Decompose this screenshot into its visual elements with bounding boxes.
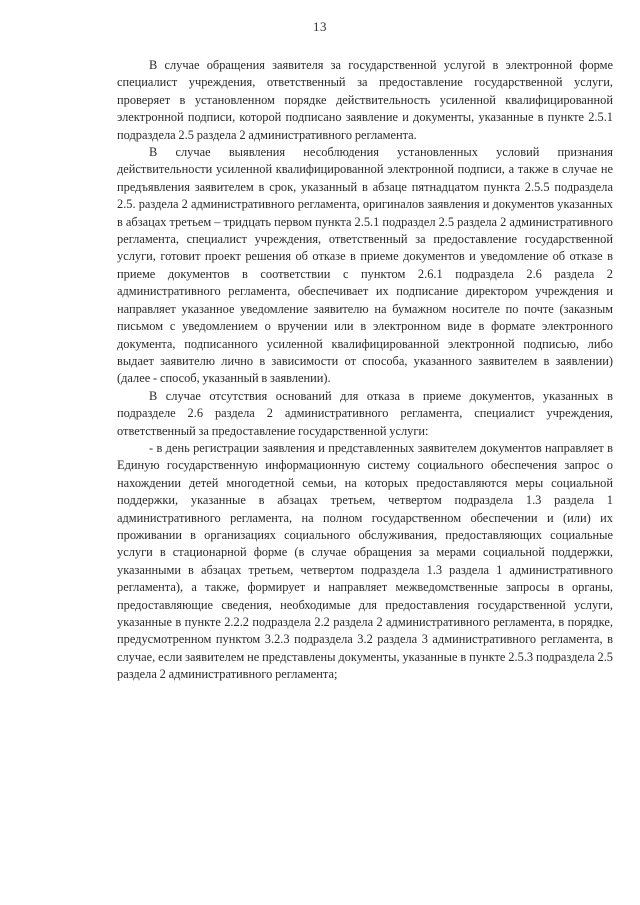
document-body	[117, 57, 613, 684]
page-number: 13	[313, 19, 327, 34]
paragraph-refusal-procedure: В случае выявления несоблюдения установленных условий признания действительности усиленной квалифицированной электронной подписи, а также в случае не предъявления заявителем в срок, указанный в абзаце пятнадцатом пункта 2.5.5 подраздела 2.5. раздела 2 административного регламента, оригиналов заявления и документов указанных в абзацах третьем – тридцать первом пункта 2.5.1 подраздел 2.5 раздела 2 административного регламента, специалист учреждения, ответственный за предоставление государственной услуги, готовит проект решения об отказе в приеме документов и уведомление об отказе в приеме документов в соответствии с пунктом 2.6.1 подраздела 2.6 раздела 2 административного регламента, обеспечивает их подписание директором учреждения и направляет указанное уведомление заявителю на бумажном носителе по почте (заказным письмом с уведомлением о вручении или в электронном виде в формате электронного документа, подписанного усиленной квалифицированной электронной подписью, либо выдает заявителю лично в зависимости от способа, указанного заявителем в заявлении) (далее - способ, указанный в заявлении).	[117, 145, 613, 386]
paragraph-signature-verification: В случае обращения заявителя за государственной услугой в электронной форме специалист учреждения, ответственный за предоставление государственной услуги, проверяет в установленном порядке действительность усиленной квалифицированной электронной подписи, которой подписано заявление и документы, указанные в пункте 2.5.1 подраздела 2.5 раздела 2 административного регламента.	[117, 58, 613, 142]
paragraph-interagency-requests: - в день регистрации заявления и представленных заявителем документов направляет в Единую государственную информационную систему социального обеспечения запрос о нахождении детей многодетной семьи, на которых предоставляются меры социальной поддержки, указанные в абзацах третьем, четвертом подраздела 1.3 раздела 1 административного регламента, на полном государственном обеспечении и (или) их проживании в организациях социального обслуживания, предоставляющих социальные услуги в стационарной форме (в случае обращения за мерами социальной поддержки, указанными в абзацах третьем, четвертом подраздела 1.3 раздела 1 административного регламента), а также, формирует и направляет межведомственные запросы в органы, предоставляющие сведения, необходимые для предоставления государственной услуги, указанные в пункте 2.2.2 подраздела 2.2 раздела 2 административного регламента, в порядке, предусмотренном пунктом 3.2.3 подраздела 3.2 раздела 3 административного регламента, в случае, если заявителем не представлены документы, указанные в пункте 2.5.3 подраздела 2.5 раздела 2 административного регламента;	[117, 440, 613, 682]
paragraph-no-grounds-for-refusal: В случае отсутствия оснований для отказа в приеме документов, указанных в подразделе 2.6 раздела 2 административного регламента, специалист учреждения, ответственный за предоставление государственной услуги:	[117, 388, 613, 438]
